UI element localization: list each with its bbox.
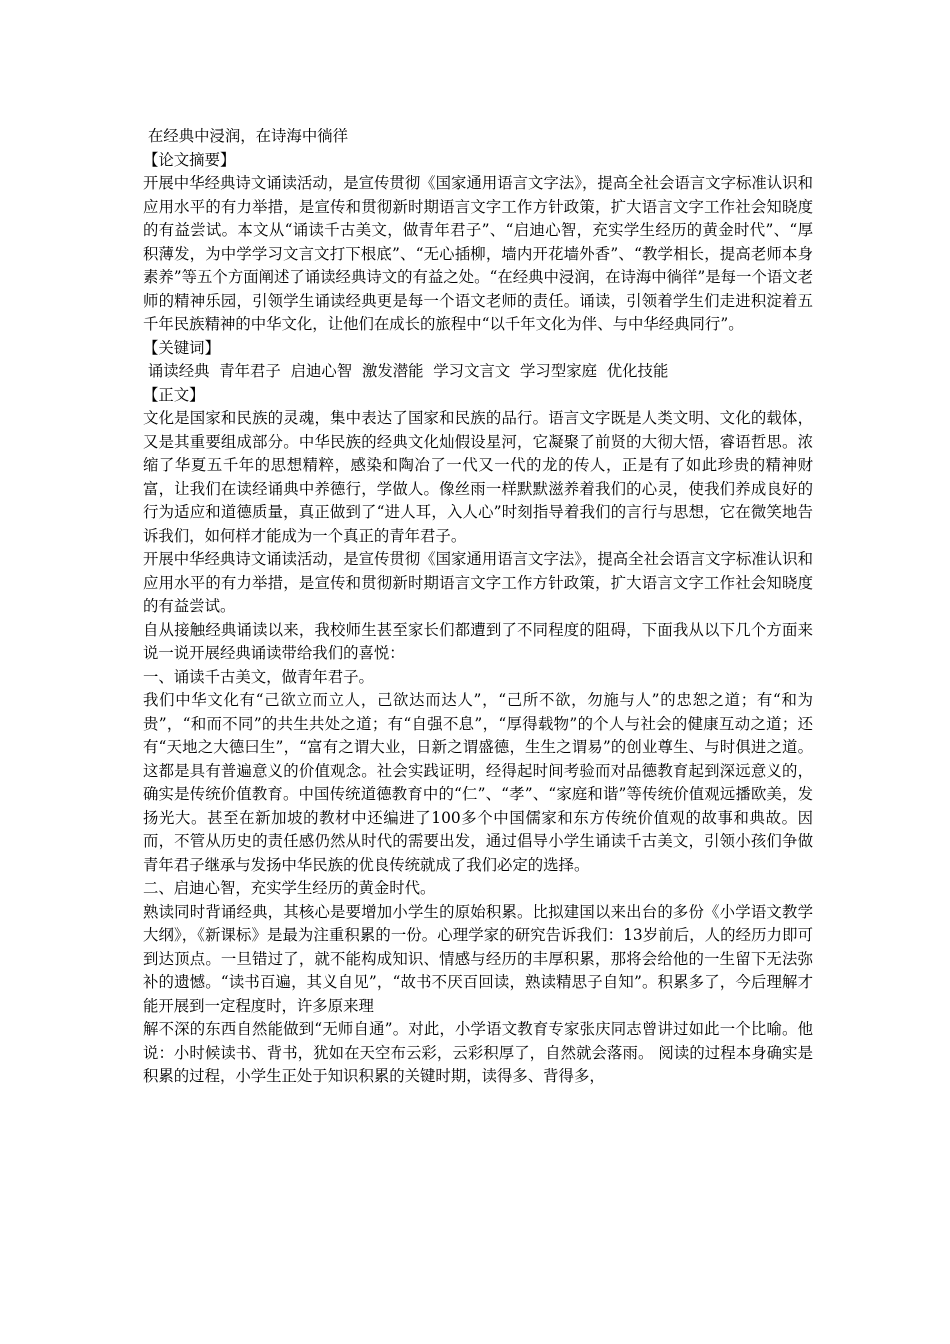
body-heading: 【正文】 bbox=[143, 385, 205, 404]
body-paragraph: 开展中华经典诗文诵读活动，是宣传贯彻《国家通用语言文字法》，提高全社会语言文字标准认识和应用水平的有力举措，是宣传和贯彻新时期语言文字工作方针政策，扩大语言文字工作社会知晓度的有益尝试。 bbox=[143, 550, 813, 615]
document-page bbox=[143, 125, 813, 1089]
section-heading-2: 二、启迪心智，充实学生经历的黄金时代。 bbox=[143, 879, 436, 897]
body-paragraph: 熟读同时背诵经典，其核心是要增加小学生的原始积累。比拟建国以来出台的多份《小学语文教学大纲》，《新课标》是最为注重积累的一份。心理学家的研究告诉我们：13岁前后，人的经历力即可到达顶点。一旦错过了，就不能构成知识、情感与经历的丰厚积累，那将会给他的一生留下无法弥补的遗憾。“读书百遍，其义自见”，“故书不厌百回读，熟读精思子自知”。积累多了，今后理解才能开展到一定程度时，许多原来理 bbox=[143, 902, 813, 1015]
body-paragraph: 解不深的东西自然能做到“无师自通”。对此，小学语文教育专家张庆同志曾讲过如此一个比喻。他说：小时候读书、背书，犹如在天空布云彩，云彩积厚了，自然就会落雨。 阅读的过程本身确实是积累的过程，小学生正处于知识积累的关键时期，读得多、背得多， bbox=[143, 1020, 813, 1085]
keywords-text: 诵读经典 青年君子 启迪心智 激发潜能 学习文言文 学习型家庭 优化技能 bbox=[143, 362, 669, 380]
body-paragraph: 我们中华文化有“己欲立而立人，己欲达而达人”，“己所不欲，勿施与人”的忠恕之道；有“和为贵”，“和而不同”的共生共处之道；有“自强不息”，“厚得载物”的个人与社会的健康互动之道；还有“天地之大德曰生”，“富有之谓大业，日新之谓盛德，生生之谓易”的创业尊生、与时俱进之道。这都是具有普遍意义的价值观念。社会实践证明，经得起时间考验而对品德教育起到深远意义的，确实是传统价值教育。中国传统道德教育中的“仁”、“孝”、“家庭和谐”等传统价值观远播欧美，发扬光大。甚至在新加坡的教材中还编进了100多个中国儒家和东方传统价值观的故事和典故。因而，不管从历史的责任感仍然从时代的需要出发，通过倡导小学生诵读千古美文，引领小孩们争做青年君子继承与发扬中华民族的优良传统就成了我们必定的选择。 bbox=[143, 691, 813, 874]
abstract-text: 开展中华经典诗文诵读活动，是宣传贯彻《国家通用语言文字法》，提高全社会语言文字标准认识和应用水平的有力举措，是宣传和贯彻新时期语言文字工作方针政策，扩大语言文字工作社会知晓度的有益尝试。本文从“诵读千古美文，做青年君子”、“启迪心智，充实学生经历的黄金时代”、“厚积薄发，为中学学习文言文打下根底”、“无心插柳，墙内开花墙外香”、“教学相长，提高老师本身素养”等五个方面阐述了诵读经典诗文的有益之处。“在经典中浸润，在诗海中徜徉”是每一个语文老师的精神乐园，引领学生诵读经典更是每一个语文老师的责任。诵读，引领着学生们走进积淀着五千年民族精神的中华文化，让他们在成长的旅程中“以千年文化为伴、与中华经典同行”。 bbox=[143, 174, 814, 333]
body-paragraph: 文化是国家和民族的灵魂，集中表达了国家和民族的品行。语言文字既是人类文明、文化的载体，又是其重要组成部分。中华民族的经典文化灿假设星河，它凝聚了前贤的大彻大悟，睿语哲思。浓缩了华夏五千年的思想精粹，感染和陶冶了一代又一代的龙的传人，正是有了如此珍贵的精神财富，让我们在读经诵典中养德行，学做人。像丝雨一样默默滋养着我们的心灵，使我们养成良好的行为适应和道德质量，真正做到了“进人耳，入人心”时刻指导着我们的言行与思想，它在微笑地告诉我们，如何样才能成为一个真正的青年君子。 bbox=[143, 409, 813, 545]
abstract-heading: 【论文摘要】 bbox=[143, 150, 236, 169]
document-title: 在经典中浸润，在诗海中徜徉 bbox=[143, 127, 348, 145]
keywords-heading: 【关键词】 bbox=[143, 338, 220, 357]
section-heading-1: 一、诵读千古美文，做青年君子。 bbox=[143, 667, 374, 686]
body-paragraph: 自从接触经典诵读以来，我校师生甚至家长们都遭到了不同程度的阻碍，下面我从以下几个方面来说一说开展经典诵读带给我们的喜悦： bbox=[143, 620, 813, 662]
